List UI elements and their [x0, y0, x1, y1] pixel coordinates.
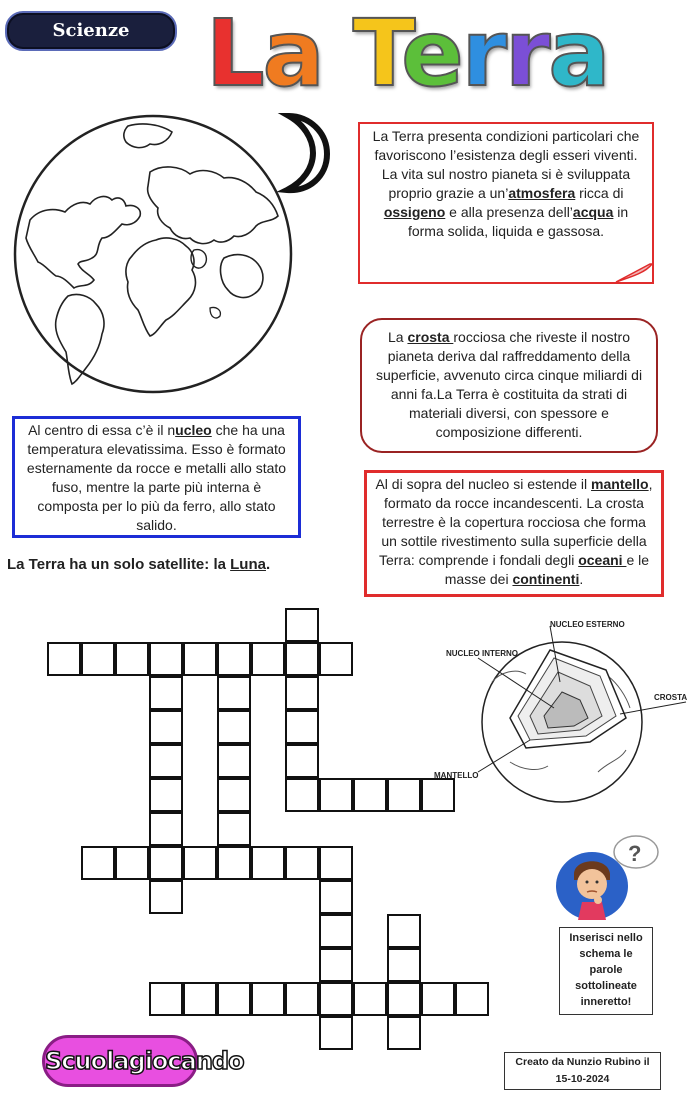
title-letter: a [262, 0, 323, 107]
label-nucleo-interno: NUCLEO INTERNO [446, 649, 518, 658]
crossword-cell[interactable] [285, 608, 319, 642]
text-segment: . [265, 556, 271, 573]
crossword-cell[interactable] [353, 778, 387, 812]
crossword-cell[interactable] [353, 982, 387, 1016]
title-letter: T [352, 0, 402, 107]
keyword: atmosfera [508, 185, 576, 201]
keyword: ossigeno [383, 204, 446, 220]
crossword-cell[interactable] [455, 982, 489, 1016]
luna-sentence [7, 556, 270, 573]
crossword-cell[interactable] [251, 642, 285, 676]
credit-box [504, 1052, 661, 1090]
crossword-cell[interactable] [285, 642, 319, 676]
text-segment: ricca di [575, 185, 624, 201]
crossword-cell[interactable] [149, 642, 183, 676]
crosta-textbox [360, 318, 658, 453]
text-segment: La Terra ha un solo satellite: la [7, 556, 231, 573]
title-letter: r [461, 0, 506, 107]
crossword-cell[interactable] [217, 642, 251, 676]
instructions-box: Inserisci nello schema le parole sottolineate inneretto! [559, 927, 653, 1015]
credit-date: 15-10-2024 [555, 1073, 610, 1085]
text-segment: La [387, 329, 408, 345]
crossword-cell[interactable] [149, 744, 183, 778]
crossword-cell[interactable] [81, 642, 115, 676]
crossword-cell[interactable] [387, 982, 421, 1016]
mantello-textbox [364, 470, 664, 597]
keyword: crosta [407, 329, 454, 345]
keyword: continenti [512, 571, 580, 587]
credit-line-1: Creato da Nunzio Rubino il [515, 1056, 650, 1068]
keyword: Luna [230, 556, 266, 573]
crossword-cell[interactable] [183, 982, 217, 1016]
crossword-cell[interactable] [217, 744, 251, 778]
crossword-cell[interactable] [217, 778, 251, 812]
crossword-cell[interactable] [285, 778, 319, 812]
crossword-cell[interactable] [149, 812, 183, 846]
crossword-cell[interactable] [387, 914, 421, 948]
crossword-cell[interactable] [217, 982, 251, 1016]
thinking-student-icon [552, 830, 662, 922]
crossword-cell[interactable] [217, 812, 251, 846]
nucleo-textbox [12, 416, 301, 538]
crossword-cell[interactable] [149, 880, 183, 914]
crossword-cell[interactable] [319, 982, 353, 1016]
crossword-cell[interactable] [149, 982, 183, 1016]
crossword-cell[interactable] [319, 642, 353, 676]
crossword-cell[interactable] [217, 846, 251, 880]
earth-globe-illustration [10, 112, 310, 404]
crossword-cell[interactable] [81, 846, 115, 880]
text-segment: e le masse dei [444, 552, 650, 587]
crossword-cell[interactable] [251, 846, 285, 880]
intro-textbox [358, 122, 654, 284]
title-letter: a [548, 0, 609, 107]
crossword-cell[interactable] [319, 914, 353, 948]
crossword-cell[interactable] [319, 948, 353, 982]
crossword-cell[interactable] [319, 778, 353, 812]
text-segment: che ha una temperatura elevatissima. Esso è formato esternamente da rocce e metalli allo stato fuso, mentre la parte più interna è composta per lo più da ferro, allo stato salido. [26, 422, 287, 533]
crossword-cell[interactable] [285, 744, 319, 778]
crossword-grid[interactable] [47, 608, 489, 1064]
crossword-cell[interactable] [251, 982, 285, 1016]
title-letter: e [401, 0, 462, 107]
text-segment: , formato da rocce incandescenti. La crosta terrestre è la copertura rocciosa che forma un sottile rivestimento sulla superficie della Terra: comprende i fondali degli [378, 476, 653, 568]
crossword-cell[interactable] [319, 846, 353, 880]
crossword-cell[interactable] [149, 778, 183, 812]
moon-crescent-icon [275, 110, 335, 196]
crossword-cell[interactable] [387, 948, 421, 982]
keyword: ucleo [175, 422, 212, 438]
scuolagiocando-logo: Scuolagiocando [42, 1035, 198, 1087]
text-segment: La Terra presenta condizioni particolari che favoriscono l’esistenza degli esseri viventi. La vita sul nostro pianeta si è sviluppata proprio grazie a un’ [372, 128, 640, 201]
title-letter: r [505, 0, 549, 107]
crossword-cell[interactable] [319, 1016, 353, 1050]
label-nucleo-esterno: NUCLEO ESTERNO [550, 620, 625, 629]
keyword: acqua [572, 204, 614, 220]
crossword-cell[interactable] [285, 710, 319, 744]
crossword-cell[interactable] [47, 642, 81, 676]
label-crosta: CROSTA [654, 693, 688, 702]
subject-badge: Scienze [5, 11, 177, 51]
crossword-cell[interactable] [183, 642, 217, 676]
crossword-cell[interactable] [285, 846, 319, 880]
crossword-cell[interactable] [149, 710, 183, 744]
earth-layers-diagram [430, 612, 692, 812]
crossword-cell[interactable] [387, 778, 421, 812]
page-curl-decoration [612, 262, 656, 286]
crossword-cell[interactable] [285, 676, 319, 710]
keyword: mantello [591, 476, 649, 492]
crossword-cell[interactable] [319, 880, 353, 914]
svg-text:?: ? [628, 841, 642, 866]
crossword-cell[interactable] [217, 710, 251, 744]
crossword-cell[interactable] [149, 846, 183, 880]
crossword-cell[interactable] [183, 846, 217, 880]
crossword-cell[interactable] [387, 1016, 421, 1050]
title-letter: L [206, 0, 263, 107]
label-mantello: MANTELLO [434, 771, 479, 780]
crossword-cell[interactable] [149, 676, 183, 710]
text-segment: Al di sopra del nucleo si estende il [375, 476, 592, 492]
text-segment: rocciosa che riveste il nostro pianeta deriva dal raffreddamento della superficie, avvenuto circa cinque miliardi di anni fa.La Terra è costituita da strati di materiali diversi, con spessore e composizione differenti. [375, 329, 643, 440]
text-segment: e alla presenza dell’ [445, 204, 573, 220]
crossword-cell[interactable] [285, 982, 319, 1016]
crossword-cell[interactable] [421, 982, 455, 1016]
keyword: oceani [578, 552, 627, 568]
text-segment: in forma solida, liquida e gassosa. [407, 204, 629, 239]
crossword-cell[interactable] [115, 642, 149, 676]
text-segment: . [579, 571, 584, 587]
page-title [206, 0, 609, 107]
crossword-cell[interactable] [217, 676, 251, 710]
crossword-cell[interactable] [115, 846, 149, 880]
text-segment: Al centro di essa c’è il n [28, 422, 176, 438]
